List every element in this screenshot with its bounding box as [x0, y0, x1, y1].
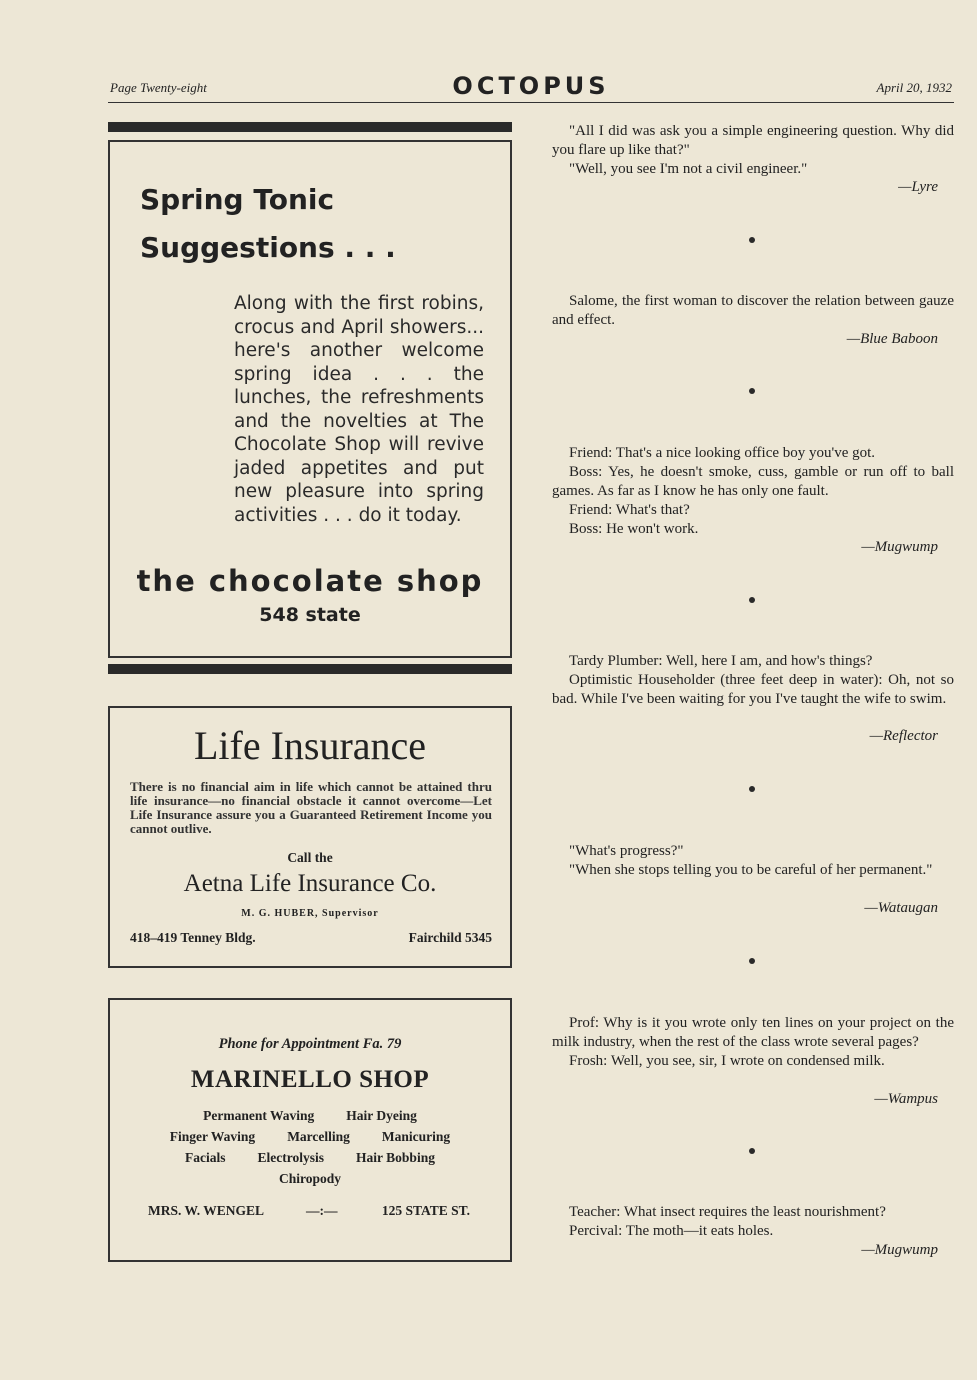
joke-attribution: —Reflector: [869, 728, 938, 744]
separator-dot: [749, 958, 755, 964]
marinello-shop-ad: [108, 998, 512, 1262]
services-row: Chiropody: [278, 1171, 342, 1186]
separator-dot: [749, 237, 755, 243]
separator-dot: [749, 597, 755, 603]
shop-address: 548 state: [259, 604, 361, 626]
shop-name: the chocolate shop: [136, 564, 484, 598]
joke-item: Salome, the first woman to discover the relation between gauze and effect. —Blue Baboon: [552, 293, 954, 347]
separator-dot: [749, 786, 755, 792]
page-header: [108, 72, 954, 103]
ad-body: Along with the first robins, crocus and April showers... here's another welcome spring idea . . . the lunches, the refreshments and the novelties at The Chocolate Shop will revive jaded appetites and put new pleasure into spring activities . . . do it today.: [234, 293, 484, 526]
chocolate-shop-ad: [108, 140, 512, 658]
joke-attribution: —Lyre: [898, 179, 938, 195]
joke-attribution: —Wampus: [874, 1091, 938, 1107]
owner-name: MRS. W. WENGEL: [148, 1203, 265, 1218]
magazine-title: OCTOPUS: [452, 72, 610, 100]
ad-body: There is no financial aim in life which cannot be attained thru life insurance—no financial obstacle it cannot overcome—Let Life Insurance assure you a Guaranteed Retirement Income you cannot outlive.: [130, 779, 492, 836]
joke-attribution: —Blue Baboon: [846, 331, 938, 347]
divider-bar: [108, 664, 512, 674]
separator-dot: [749, 1148, 755, 1154]
joke-item: Tardy Plumber: Well, here I am, and how's things? Optimistic Householder (three feet deep in water): Oh, not so bad. While I've been waiting for you I've taught the wife to swim. —Reflector: [552, 653, 954, 744]
joke-item: "All I did was ask you a simple engineering question. Why did you flare up like that?" "Well, you see I'm not a civil engineer." —Lyre: [552, 123, 954, 195]
office-address: 418–419 Tenney Bldg.: [130, 930, 256, 945]
separator-dot: [749, 388, 755, 394]
joke-item: Prof: Why is it you wrote only ten lines on your project on the milk industry, when the rest of the class wrote several pages? Frosh: Well, you see, sir, I wrote on condensed milk. —Wampus: [552, 1015, 954, 1107]
ad-headline: MARINELLO SHOP: [190, 1066, 430, 1093]
shop-address: 125 STATE ST.: [381, 1203, 470, 1218]
joke-item: Teacher: What insect requires the least nourishment? Percival: The moth—it eats holes. —Mugwump: [569, 1204, 938, 1258]
joke-attribution: —Wataugan: [864, 900, 938, 916]
joke-item: "What's progress?" "When she stops telling you to be careful of her permanent." —Wataugan: [569, 843, 938, 916]
joke-attribution: —Mugwump: [861, 539, 938, 555]
services-row: Facials Electrolysis Hair Bobbing: [185, 1150, 435, 1165]
separator: —:—: [306, 1203, 338, 1218]
issue-date: April 20, 1932: [876, 80, 952, 95]
page-number: Page Twenty-eight: [110, 80, 207, 95]
joke-attribution: —Mugwump: [861, 1242, 938, 1258]
services-row: Permanent Waving Hair Dyeing: [203, 1108, 417, 1123]
life-insurance-ad: [108, 706, 512, 968]
appointment-phone: Phone for Appointment Fa. 79: [218, 1036, 402, 1052]
supervisor: M. G. HUBER, Supervisor: [241, 908, 379, 919]
phone-number: Fairchild 5345: [408, 930, 492, 945]
company-name: Aetna Life Insurance Co.: [183, 870, 437, 897]
divider-bar: [108, 122, 512, 132]
ad-headline: Life Insurance: [193, 723, 427, 768]
ad-headline: Spring Tonic Suggestions . . .: [140, 183, 396, 264]
services-row: Finger Waving Marcelling Manicuring: [169, 1129, 451, 1144]
joke-item: Friend: That's a nice looking office boy you've got. Boss: Yes, he doesn't smoke, cuss, gamble or run off to ball games. As far as I know he has only one fault. Friend: What's that? Boss: He won't work. —Mugwump: [552, 445, 954, 555]
call-label: Call the: [287, 850, 333, 865]
